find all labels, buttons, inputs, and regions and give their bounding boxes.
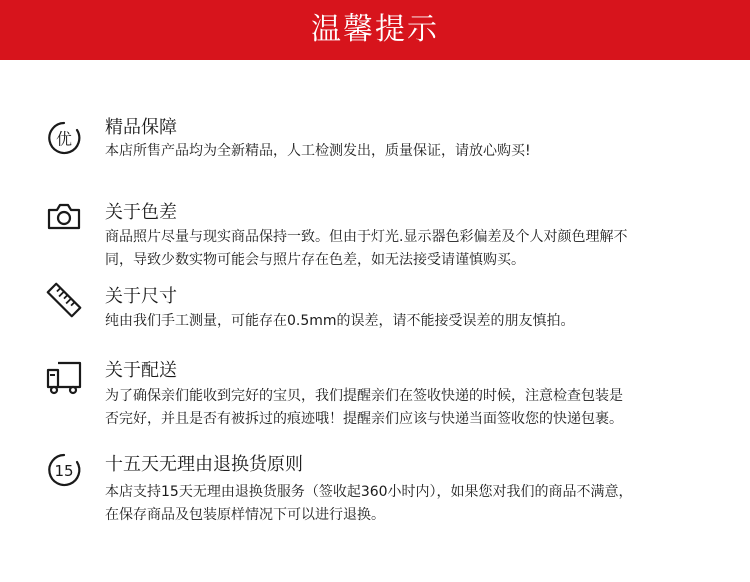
section-title: 关于色差: [105, 202, 177, 223]
camera-icon: [46, 199, 82, 235]
page-title: 温馨提示: [311, 12, 439, 47]
svg-text:优: 优: [55, 129, 73, 149]
section-description: [105, 140, 725, 163]
description-line: 为了确保亲们能收到完好的宝贝，我们提醒亲们在签收快递的时候，注意检查包装是: [105, 388, 623, 404]
delivery-truck-icon: [46, 360, 82, 396]
description-line: 同，导致少数实物可能会与照片存在色差，如无法接受请谨慎购买。: [105, 252, 525, 268]
description-line: 纯由我们手工测量，可能存在0.5mm的误差，请不能接受误差的朋友慎拍。: [105, 313, 575, 329]
section-description: [105, 310, 725, 333]
svg-text:15: 15: [54, 462, 74, 480]
quality-badge-icon: [46, 120, 82, 156]
description-line: 本店所售产品均为全新精品，人工检测发出，质量保证，请放心购买!: [105, 143, 531, 159]
description-line: 本店支持15天无理由退换货服务（签收起360小时内），如果您对我们的商品不满意，: [105, 484, 633, 500]
section-title: 十五天无理由退换货原则: [105, 454, 303, 475]
section-description: [105, 385, 725, 431]
description-line: 在保存商品及包装原样情况下可以进行退换。: [105, 507, 385, 523]
description-line: 否完好，并且是否有被拆过的痕迹哦！提醒亲们应该与快递当面签收您的快递包裹。: [105, 411, 623, 427]
section-description: [105, 226, 725, 272]
header-banner: [0, 0, 750, 60]
section-title: 精品保障: [105, 117, 177, 138]
fifteen-day-return-icon: [46, 452, 82, 488]
ruler-icon: [46, 282, 82, 318]
section-title: 关于尺寸: [105, 286, 177, 307]
description-line: 商品照片尽量与现实商品保持一致。但由于灯光.显示器色彩偏差及个人对颜色理解不: [105, 229, 628, 245]
section-title: 关于配送: [105, 360, 177, 381]
section-description: [105, 481, 725, 527]
